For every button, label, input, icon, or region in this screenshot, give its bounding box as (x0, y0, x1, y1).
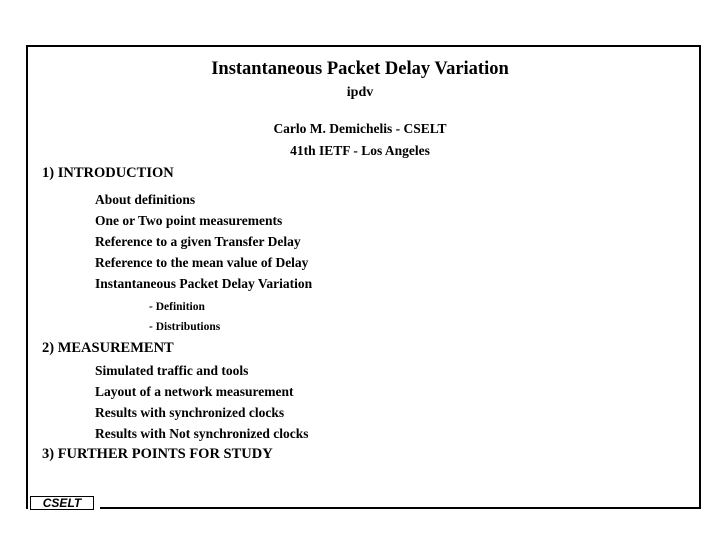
cselt-logo (30, 496, 94, 510)
meeting-line: 41th IETF - Los Angeles (290, 143, 430, 158)
outline-subitem: - Definition (149, 301, 205, 313)
slide-subtitle: ipdv (346, 85, 374, 100)
outline-item: Instantaneous Packet Delay Variation (95, 276, 313, 291)
outline-item: Simulated traffic and tools (95, 363, 249, 378)
outline-item: One or Two point measurements (95, 213, 283, 228)
logo-text: CSELT (42, 496, 82, 510)
author-line: Carlo M. Demichelis - CSELT (273, 121, 447, 136)
slide-title: Instantaneous Packet Delay Variation (211, 59, 509, 79)
outline-item: Results with Not synchronized clocks (95, 426, 309, 441)
section-heading-measurement: 2) MEASUREMENT (42, 340, 174, 356)
outline-item: Results with synchronized clocks (95, 405, 285, 420)
section-heading-introduction: 1) INTRODUCTION (42, 165, 174, 181)
section-heading-further-points: 3) FURTHER POINTS FOR STUDY (42, 446, 273, 462)
outline-item: Layout of a network measurement (95, 384, 294, 399)
outline-item: About definitions (95, 192, 196, 207)
footer-rule (100, 507, 699, 509)
outline-item: Reference to a given Transfer Delay (95, 234, 301, 249)
outline-subitem: - Distributions (149, 321, 221, 333)
outline-item: Reference to the mean value of Delay (95, 255, 309, 270)
